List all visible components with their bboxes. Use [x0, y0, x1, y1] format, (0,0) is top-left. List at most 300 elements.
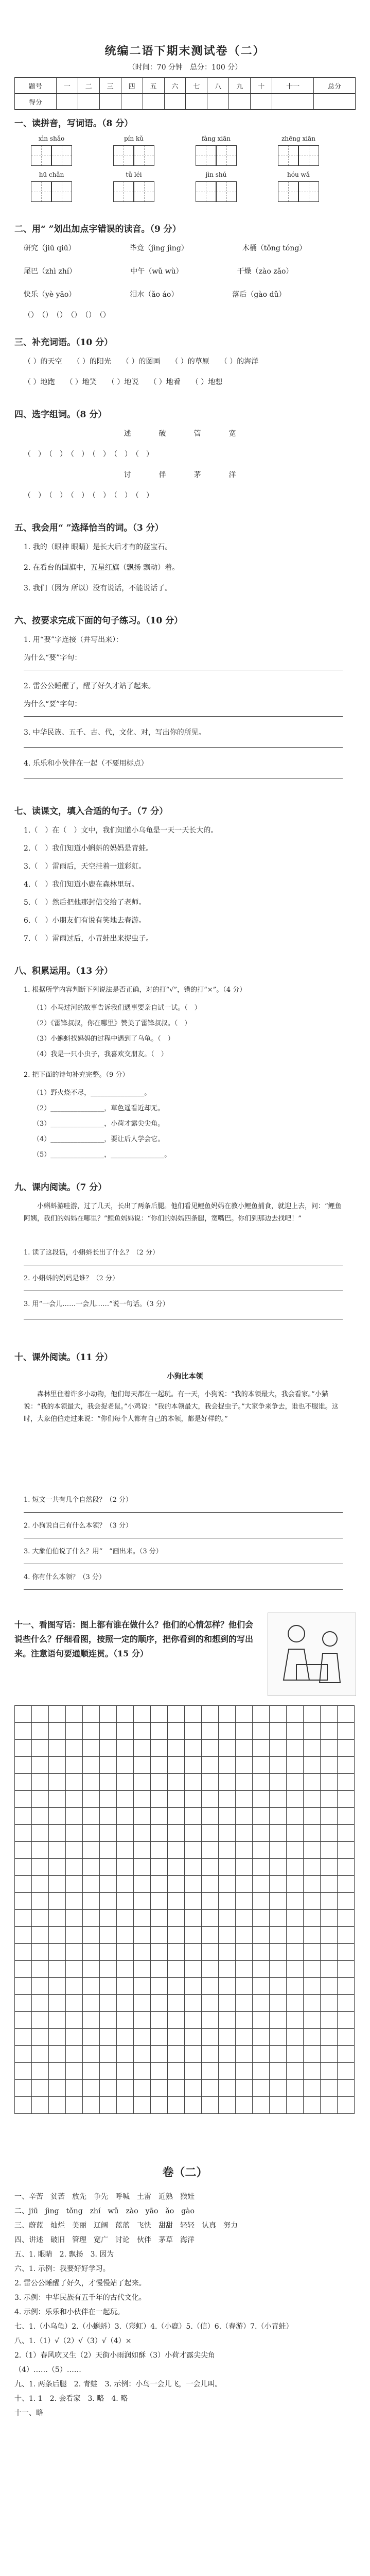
grid-cell[interactable] [185, 1961, 202, 1978]
grid-cell[interactable] [134, 1740, 151, 1757]
writing-box[interactable] [298, 145, 319, 166]
grid-cell[interactable] [202, 2046, 219, 2063]
grid-cell[interactable] [66, 1961, 83, 1978]
grid-cell[interactable] [100, 1723, 117, 1740]
grid-cell[interactable] [134, 1961, 151, 1978]
grid-cell[interactable] [66, 1791, 83, 1808]
grid-cell[interactable] [270, 1944, 287, 1961]
grid-cell[interactable] [185, 1842, 202, 1859]
grid-cell[interactable] [66, 1706, 83, 1723]
grid-cell[interactable] [287, 1740, 304, 1757]
grid-cell[interactable] [83, 1859, 100, 1876]
grid-cell[interactable] [151, 1910, 168, 1927]
grid-cell[interactable] [83, 2080, 100, 2097]
grid-cell[interactable] [49, 2063, 66, 2080]
grid-cell[interactable] [100, 1706, 117, 1723]
grid-cell[interactable] [304, 1791, 321, 1808]
grid-cell[interactable] [185, 1723, 202, 1740]
score-blank[interactable] [56, 94, 78, 110]
grid-cell[interactable] [321, 1757, 338, 1774]
grid-cell[interactable] [253, 1995, 270, 2012]
grid-cell[interactable] [185, 1808, 202, 1825]
grid-cell[interactable] [151, 1774, 168, 1791]
grid-cell[interactable] [117, 1706, 134, 1723]
grid-cell[interactable] [185, 2046, 202, 2063]
grid-cell[interactable] [83, 1944, 100, 1961]
grid-cell[interactable] [253, 1876, 270, 1893]
grid-cell[interactable] [134, 1995, 151, 2012]
grid-cell[interactable] [185, 1774, 202, 1791]
grid-cell[interactable] [151, 1808, 168, 1825]
grid-cell[interactable] [185, 2080, 202, 2097]
grid-cell[interactable] [321, 1723, 338, 1740]
grid-cell[interactable] [236, 2080, 253, 2097]
grid-cell[interactable] [134, 1944, 151, 1961]
grid-cell[interactable] [287, 2029, 304, 2046]
grid-cell[interactable] [202, 2080, 219, 2097]
grid-cell[interactable] [117, 1757, 134, 1774]
grid-cell[interactable] [49, 1757, 66, 1774]
grid-cell[interactable] [151, 2063, 168, 2080]
grid-cell[interactable] [15, 1910, 32, 1927]
grid-cell[interactable] [100, 1910, 117, 1927]
grid-cell[interactable] [100, 1842, 117, 1859]
s4-row-2[interactable]: （ ） （ ） （ ） （ ） （ ） （ ） [24, 492, 153, 500]
grid-cell[interactable] [100, 2029, 117, 2046]
grid-cell[interactable] [168, 1961, 185, 1978]
grid-cell[interactable] [304, 1893, 321, 1910]
grid-cell[interactable] [202, 1791, 219, 1808]
grid-cell[interactable] [100, 1859, 117, 1876]
grid-cell[interactable] [168, 1944, 185, 1961]
grid-cell[interactable] [287, 1757, 304, 1774]
grid-cell[interactable] [185, 1859, 202, 1876]
grid-cell[interactable] [83, 1774, 100, 1791]
grid-cell[interactable] [321, 1876, 338, 1893]
grid-cell[interactable] [66, 1927, 83, 1944]
grid-cell[interactable] [270, 1825, 287, 1842]
grid-cell[interactable] [134, 2012, 151, 2029]
grid-cell[interactable] [100, 1893, 117, 1910]
writing-box[interactable] [51, 181, 72, 202]
s7-line[interactable]: 7.（ ）雷雨过后，小青蛙出来捉虫子。 [24, 935, 153, 943]
answer-line[interactable] [24, 747, 343, 748]
grid-cell[interactable] [287, 1910, 304, 1927]
grid-cell[interactable] [49, 1927, 66, 1944]
grid-cell[interactable] [304, 2063, 321, 2080]
grid-cell[interactable] [236, 1757, 253, 1774]
grid-cell[interactable] [202, 1944, 219, 1961]
grid-cell[interactable] [304, 1995, 321, 2012]
grid-cell[interactable] [253, 1723, 270, 1740]
grid-cell[interactable] [66, 1723, 83, 1740]
grid-cell[interactable] [219, 1876, 236, 1893]
grid-cell[interactable] [134, 1876, 151, 1893]
grid-cell[interactable] [100, 2080, 117, 2097]
grid-cell[interactable] [236, 1808, 253, 1825]
grid-cell[interactable] [270, 1740, 287, 1757]
grid-cell[interactable] [270, 1910, 287, 1927]
grid-cell[interactable] [253, 2080, 270, 2097]
grid-cell[interactable] [134, 1910, 151, 1927]
grid-cell[interactable] [83, 1791, 100, 1808]
grid-cell[interactable] [304, 1757, 321, 1774]
grid-cell[interactable] [15, 1706, 32, 1723]
grid-cell[interactable] [168, 2029, 185, 2046]
grid-cell[interactable] [134, 1706, 151, 1723]
grid-cell[interactable] [100, 1995, 117, 2012]
answer-line[interactable] [24, 1512, 343, 1513]
score-blank[interactable] [251, 94, 272, 110]
grid-cell[interactable] [185, 1927, 202, 1944]
grid-cell[interactable] [151, 2012, 168, 2029]
grid-cell[interactable] [32, 1927, 49, 1944]
grid-cell[interactable] [236, 1910, 253, 1927]
grid-cell[interactable] [15, 2080, 32, 2097]
grid-cell[interactable] [49, 2080, 66, 2097]
grid-cell[interactable] [100, 1740, 117, 1757]
grid-cell[interactable] [321, 2063, 338, 2080]
grid-cell[interactable] [202, 1927, 219, 1944]
grid-cell[interactable] [15, 2029, 32, 2046]
grid-cell[interactable] [253, 2012, 270, 2029]
grid-cell[interactable] [49, 2029, 66, 2046]
grid-cell[interactable] [253, 2029, 270, 2046]
grid-cell[interactable] [32, 1995, 49, 2012]
s2-blanks[interactable]: （） （） （） （） （） （） [24, 311, 110, 319]
grid-cell[interactable] [49, 1808, 66, 1825]
grid-cell[interactable] [117, 2063, 134, 2080]
grid-cell[interactable] [202, 1774, 219, 1791]
grid-cell[interactable] [185, 1740, 202, 1757]
grid-cell[interactable] [168, 1740, 185, 1757]
grid-cell[interactable] [321, 1910, 338, 1927]
grid-cell[interactable] [49, 1961, 66, 1978]
grid-cell[interactable] [100, 2012, 117, 2029]
writing-box[interactable] [278, 145, 298, 166]
grid-cell[interactable] [338, 2012, 355, 2029]
grid-cell[interactable] [83, 1961, 100, 1978]
grid-cell[interactable] [83, 1757, 100, 1774]
grid-cell[interactable] [49, 1944, 66, 1961]
grid-cell[interactable] [83, 2097, 100, 2114]
grid-cell[interactable] [270, 2012, 287, 2029]
grid-cell[interactable] [304, 1910, 321, 1927]
grid-cell[interactable] [134, 1774, 151, 1791]
grid-cell[interactable] [236, 1944, 253, 1961]
grid-cell[interactable] [151, 2029, 168, 2046]
writing-box[interactable] [31, 145, 51, 166]
grid-cell[interactable] [287, 1825, 304, 1842]
grid-cell[interactable] [236, 2029, 253, 2046]
grid-cell[interactable] [219, 1910, 236, 1927]
grid-cell[interactable] [15, 1842, 32, 1859]
grid-cell[interactable] [83, 2046, 100, 2063]
grid-cell[interactable] [134, 2080, 151, 2097]
grid-cell[interactable] [32, 2046, 49, 2063]
grid-cell[interactable] [219, 2029, 236, 2046]
s8-poem[interactable]: （2）________________，草色遥看近却无。 [33, 1105, 165, 1112]
grid-cell[interactable] [134, 2097, 151, 2114]
grid-cell[interactable] [253, 1706, 270, 1723]
grid-cell[interactable] [236, 2097, 253, 2114]
grid-cell[interactable] [270, 2029, 287, 2046]
grid-cell[interactable] [15, 1876, 32, 1893]
grid-cell[interactable] [134, 1808, 151, 1825]
grid-cell[interactable] [287, 1791, 304, 1808]
grid-cell[interactable] [134, 1978, 151, 1995]
grid-cell[interactable] [49, 2046, 66, 2063]
grid-cell[interactable] [338, 1893, 355, 1910]
grid-cell[interactable] [338, 1740, 355, 1757]
grid-cell[interactable] [219, 2097, 236, 2114]
grid-cell[interactable] [287, 1978, 304, 1995]
grid-cell[interactable] [338, 2097, 355, 2114]
grid-cell[interactable] [321, 2097, 338, 2114]
grid-cell[interactable] [321, 1808, 338, 1825]
grid-cell[interactable] [219, 1723, 236, 1740]
grid-cell[interactable] [338, 1859, 355, 1876]
grid-cell[interactable] [321, 2046, 338, 2063]
grid-cell[interactable] [117, 1842, 134, 1859]
score-blank[interactable] [164, 94, 186, 110]
grid-cell[interactable] [151, 1842, 168, 1859]
grid-cell[interactable] [236, 1893, 253, 1910]
grid-cell[interactable] [219, 1995, 236, 2012]
grid-cell[interactable] [134, 2046, 151, 2063]
grid-cell[interactable] [185, 1995, 202, 2012]
grid-cell[interactable] [202, 1876, 219, 1893]
grid-cell[interactable] [304, 1859, 321, 1876]
score-blank[interactable] [186, 94, 207, 110]
grid-cell[interactable] [304, 1774, 321, 1791]
grid-cell[interactable] [202, 1825, 219, 1842]
grid-cell[interactable] [270, 2097, 287, 2114]
grid-cell[interactable] [321, 1961, 338, 1978]
grid-cell[interactable] [66, 1774, 83, 1791]
grid-cell[interactable] [100, 2046, 117, 2063]
grid-cell[interactable] [32, 1740, 49, 1757]
grid-cell[interactable] [304, 2046, 321, 2063]
grid-cell[interactable] [338, 1774, 355, 1791]
grid-cell[interactable] [32, 1774, 49, 1791]
grid-cell[interactable] [338, 2080, 355, 2097]
grid-cell[interactable] [321, 2012, 338, 2029]
grid-cell[interactable] [287, 2097, 304, 2114]
answer-line[interactable] [24, 1589, 343, 1590]
grid-cell[interactable] [236, 1825, 253, 1842]
grid-cell[interactable] [15, 2097, 32, 2114]
grid-cell[interactable] [219, 1944, 236, 1961]
grid-cell[interactable] [32, 1791, 49, 1808]
grid-cell[interactable] [66, 1978, 83, 1995]
grid-cell[interactable] [32, 1842, 49, 1859]
s8-poem[interactable]: （3）________________，小荷才露尖尖角。 [33, 1120, 165, 1128]
grid-cell[interactable] [219, 1893, 236, 1910]
grid-cell[interactable] [117, 1995, 134, 2012]
grid-cell[interactable] [219, 2046, 236, 2063]
grid-cell[interactable] [287, 2046, 304, 2063]
grid-cell[interactable] [287, 1961, 304, 1978]
writing-box[interactable] [134, 145, 154, 166]
grid-cell[interactable] [185, 1757, 202, 1774]
grid-cell[interactable] [253, 1859, 270, 1876]
score-blank[interactable] [121, 94, 143, 110]
grid-cell[interactable] [287, 1808, 304, 1825]
grid-cell[interactable] [83, 1927, 100, 1944]
grid-cell[interactable] [151, 2080, 168, 2097]
grid-cell[interactable] [304, 1978, 321, 1995]
grid-cell[interactable] [32, 1978, 49, 1995]
grid-cell[interactable] [117, 1893, 134, 1910]
grid-cell[interactable] [15, 1859, 32, 1876]
grid-cell[interactable] [236, 2046, 253, 2063]
grid-cell[interactable] [117, 1723, 134, 1740]
grid-cell[interactable] [219, 1978, 236, 1995]
grid-cell[interactable] [202, 1723, 219, 1740]
grid-cell[interactable] [270, 1995, 287, 2012]
grid-cell[interactable] [270, 1723, 287, 1740]
grid-cell[interactable] [219, 2080, 236, 2097]
grid-cell[interactable] [270, 1757, 287, 1774]
grid-cell[interactable] [134, 1859, 151, 1876]
grid-cell[interactable] [321, 2029, 338, 2046]
grid-cell[interactable] [151, 1723, 168, 1740]
grid-cell[interactable] [83, 1995, 100, 2012]
score-blank[interactable] [229, 94, 251, 110]
grid-cell[interactable] [253, 1757, 270, 1774]
grid-cell[interactable] [202, 1978, 219, 1995]
grid-cell[interactable] [15, 1893, 32, 1910]
grid-cell[interactable] [66, 1944, 83, 1961]
grid-cell[interactable] [253, 1910, 270, 1927]
grid-cell[interactable] [32, 1757, 49, 1774]
grid-cell[interactable] [219, 1859, 236, 1876]
grid-cell[interactable] [185, 1706, 202, 1723]
grid-cell[interactable] [185, 2012, 202, 2029]
grid-cell[interactable] [270, 2046, 287, 2063]
grid-cell[interactable] [270, 2080, 287, 2097]
grid-cell[interactable] [168, 1774, 185, 1791]
grid-cell[interactable] [66, 2097, 83, 2114]
grid-cell[interactable] [253, 1961, 270, 1978]
grid-cell[interactable] [270, 1808, 287, 1825]
grid-cell[interactable] [168, 1859, 185, 1876]
grid-cell[interactable] [32, 1893, 49, 1910]
grid-cell[interactable] [49, 1978, 66, 1995]
grid-cell[interactable] [253, 1740, 270, 1757]
grid-cell[interactable] [66, 1757, 83, 1774]
grid-cell[interactable] [321, 1995, 338, 2012]
grid-cell[interactable] [100, 1927, 117, 1944]
grid-cell[interactable] [15, 1978, 32, 1995]
grid-cell[interactable] [15, 1927, 32, 1944]
grid-cell[interactable] [338, 2029, 355, 2046]
grid-cell[interactable] [321, 1706, 338, 1723]
grid-cell[interactable] [304, 1825, 321, 1842]
grid-cell[interactable] [49, 1893, 66, 1910]
grid-cell[interactable] [49, 1723, 66, 1740]
grid-cell[interactable] [236, 1927, 253, 1944]
grid-cell[interactable] [219, 2012, 236, 2029]
grid-cell[interactable] [219, 2063, 236, 2080]
writing-grid[interactable] [14, 1705, 355, 2114]
grid-cell[interactable] [236, 1706, 253, 1723]
grid-cell[interactable] [287, 1723, 304, 1740]
grid-cell[interactable] [168, 1808, 185, 1825]
s8-poem[interactable]: （1）野火烧不尽，________________。 [33, 1089, 151, 1097]
grid-cell[interactable] [304, 2097, 321, 2114]
grid-cell[interactable] [32, 1961, 49, 1978]
grid-cell[interactable] [32, 1944, 49, 1961]
grid-cell[interactable] [83, 2012, 100, 2029]
grid-cell[interactable] [287, 1859, 304, 1876]
score-blank[interactable] [99, 94, 121, 110]
grid-cell[interactable] [202, 2029, 219, 2046]
grid-cell[interactable] [66, 1859, 83, 1876]
grid-cell[interactable] [321, 1791, 338, 1808]
grid-cell[interactable] [83, 1978, 100, 1995]
grid-cell[interactable] [202, 1740, 219, 1757]
grid-cell[interactable] [321, 1774, 338, 1791]
grid-cell[interactable] [236, 1859, 253, 1876]
grid-cell[interactable] [100, 1978, 117, 1995]
score-blank[interactable] [207, 94, 229, 110]
grid-cell[interactable] [168, 1706, 185, 1723]
grid-cell[interactable] [168, 1927, 185, 1944]
grid-cell[interactable] [270, 1876, 287, 1893]
grid-cell[interactable] [117, 2029, 134, 2046]
grid-cell[interactable] [253, 1927, 270, 1944]
score-blank[interactable] [78, 94, 99, 110]
grid-cell[interactable] [202, 2063, 219, 2080]
grid-cell[interactable] [117, 1774, 134, 1791]
grid-cell[interactable] [117, 1808, 134, 1825]
grid-cell[interactable] [66, 1842, 83, 1859]
grid-cell[interactable] [134, 1927, 151, 1944]
grid-cell[interactable] [117, 1944, 134, 1961]
grid-cell[interactable] [304, 1944, 321, 1961]
grid-cell[interactable] [236, 1774, 253, 1791]
grid-cell[interactable] [168, 1876, 185, 1893]
grid-cell[interactable] [168, 2046, 185, 2063]
grid-cell[interactable] [321, 1859, 338, 1876]
grid-cell[interactable] [253, 2097, 270, 2114]
grid-cell[interactable] [253, 1774, 270, 1791]
grid-cell[interactable] [83, 1825, 100, 1842]
grid-cell[interactable] [338, 1961, 355, 1978]
grid-cell[interactable] [134, 2063, 151, 2080]
writing-box[interactable] [51, 145, 72, 166]
grid-cell[interactable] [270, 1706, 287, 1723]
grid-cell[interactable] [151, 1876, 168, 1893]
grid-cell[interactable] [202, 1808, 219, 1825]
s7-line[interactable]: 5.（ ）然后把他那封信交给了老师。 [24, 899, 146, 907]
grid-cell[interactable] [117, 1859, 134, 1876]
grid-cell[interactable] [202, 2012, 219, 2029]
grid-cell[interactable] [304, 1740, 321, 1757]
grid-cell[interactable] [304, 1723, 321, 1740]
grid-cell[interactable] [32, 1808, 49, 1825]
grid-cell[interactable] [219, 1740, 236, 1757]
grid-cell[interactable] [151, 1995, 168, 2012]
grid-cell[interactable] [15, 1740, 32, 1757]
grid-cell[interactable] [321, 1740, 338, 1757]
grid-cell[interactable] [100, 1961, 117, 1978]
grid-cell[interactable] [253, 1944, 270, 1961]
grid-cell[interactable] [117, 2097, 134, 2114]
grid-cell[interactable] [321, 2080, 338, 2097]
